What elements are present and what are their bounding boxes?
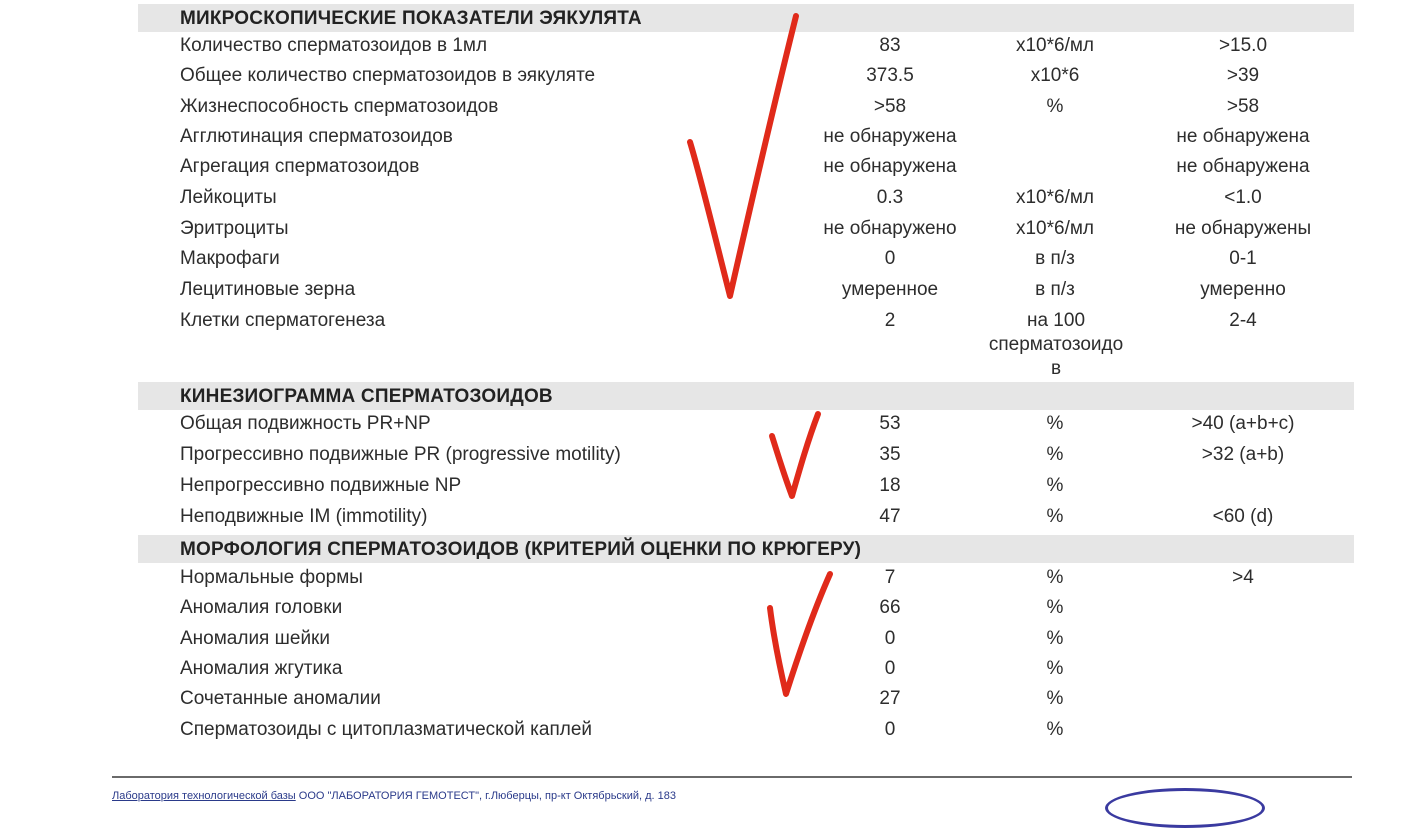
parameter-name: Макрофаги: [180, 248, 280, 269]
parameter-name: Агглютинация сперматозоидов: [180, 126, 453, 147]
unit: x10*6/мл: [1015, 35, 1095, 56]
reference-range: >40 (a+b+c): [1191, 413, 1295, 434]
reference-range: <60 (d): [1212, 506, 1274, 527]
reference-range: >4: [1232, 567, 1254, 588]
parameter-name: Количество сперматозоидов в 1мл: [180, 35, 488, 56]
unit: %: [1046, 628, 1064, 649]
parameter-name: Общее количество сперматозоидов в эякуляте: [180, 65, 596, 86]
section-title: МИКРОСКОПИЧЕСКИЕ ПОКАЗАТЕЛИ ЭЯКУЛЯТА: [180, 8, 642, 29]
reference-range: >15.0: [1218, 35, 1268, 56]
result-value: 66: [879, 597, 901, 618]
reference-range: >32 (a+b): [1201, 444, 1285, 465]
parameter-name: Лецитиновые зерна: [180, 279, 356, 300]
parameter-name: Лейкоциты: [180, 187, 277, 208]
unit: в п/з: [1035, 279, 1075, 300]
check-mark-icon: [772, 414, 818, 496]
reference-range: 0-1: [1229, 248, 1257, 269]
unit: %: [1046, 567, 1064, 588]
check-mark-icon: [690, 16, 796, 296]
result-value: 0: [884, 628, 896, 649]
unit: x10*6/мл: [1015, 218, 1095, 239]
result-value: 0: [884, 719, 896, 740]
result-value: не обнаружена: [823, 126, 957, 147]
parameter-name: Нормальные формы: [180, 567, 363, 588]
parameter-name: Эритроциты: [180, 218, 289, 239]
result-value: 7: [884, 567, 896, 588]
parameter-name: Агрегация сперматозоидов: [180, 156, 420, 177]
parameter-name: Аномалия шейки: [180, 628, 330, 649]
parameter-name: Неподвижные IM (immotility): [180, 506, 428, 527]
result-value: умеренное: [841, 279, 939, 300]
unit: на 100 сперматозоидо в: [988, 310, 1124, 379]
result-value: 47: [879, 506, 901, 527]
unit: в п/з: [1035, 248, 1075, 269]
parameter-name: Аномалия головки: [180, 597, 343, 618]
result-value: 0: [884, 658, 896, 679]
result-value: не обнаружено: [823, 218, 957, 239]
reference-range: не обнаружены: [1174, 218, 1312, 239]
unit: %: [1046, 597, 1064, 618]
parameter-name: Общая подвижность PR+NP: [180, 413, 431, 434]
lab-address-rest: ООО "ЛАБОРАТОРИЯ ГЕМОТЕСТ", г.Люберцы, пр-кт Октябрьский, д. 183: [295, 790, 677, 802]
parameter-name: Аномалия жгутика: [180, 658, 343, 679]
reference-range: не обнаружена: [1176, 126, 1310, 147]
reference-range: >58: [1226, 96, 1260, 117]
result-value: 0: [884, 248, 896, 269]
parameter-name: Сперматозоиды с цитоплазматической каплей: [180, 719, 592, 740]
lab-name-link[interactable]: Лаборатория технологической базы: [112, 790, 296, 802]
result-value: не обнаружена: [823, 156, 957, 177]
parameter-name: Клетки сперматогенеза: [180, 310, 386, 331]
parameter-name: Непрогрессивно подвижные NP: [180, 475, 462, 496]
unit: %: [1046, 688, 1064, 709]
unit: %: [1046, 506, 1064, 527]
result-value: 0.3: [876, 187, 904, 208]
unit: %: [1046, 475, 1064, 496]
result-value: 2: [884, 310, 896, 331]
unit: %: [1046, 96, 1064, 117]
result-value: 27: [879, 688, 901, 709]
unit: x10*6: [1030, 65, 1080, 86]
reference-range: 2-4: [1229, 310, 1257, 331]
unit: %: [1046, 719, 1064, 740]
unit: %: [1046, 444, 1064, 465]
result-value: 35: [879, 444, 901, 465]
result-value: 83: [879, 35, 901, 56]
section-title: КИНЕЗИОГРАММА СПЕРМАТОЗОИДОВ: [180, 386, 553, 407]
result-value: >58: [873, 96, 907, 117]
result-value: 18: [879, 475, 901, 496]
parameter-name: Жизнеспособность сперматозоидов: [180, 96, 499, 117]
reference-range: <1.0: [1224, 187, 1262, 208]
unit: x10*6/мл: [1015, 187, 1095, 208]
parameter-name: Сочетанные аномалии: [180, 688, 381, 709]
reference-range: не обнаружена: [1176, 156, 1310, 177]
check-mark-icon: [770, 574, 830, 694]
parameter-name: Прогрессивно подвижные PR (progressive motility): [180, 444, 621, 465]
unit: %: [1046, 658, 1064, 679]
unit: %: [1046, 413, 1064, 434]
section-title: МОРФОЛОГИЯ СПЕРМАТОЗОИДОВ (КРИТЕРИЙ ОЦЕНКИ ПО КРЮГЕРУ): [180, 539, 862, 560]
result-value: 373.5: [866, 65, 914, 86]
reference-range: >39: [1226, 65, 1260, 86]
result-value: 53: [879, 413, 901, 434]
reference-range: умеренно: [1200, 279, 1286, 300]
